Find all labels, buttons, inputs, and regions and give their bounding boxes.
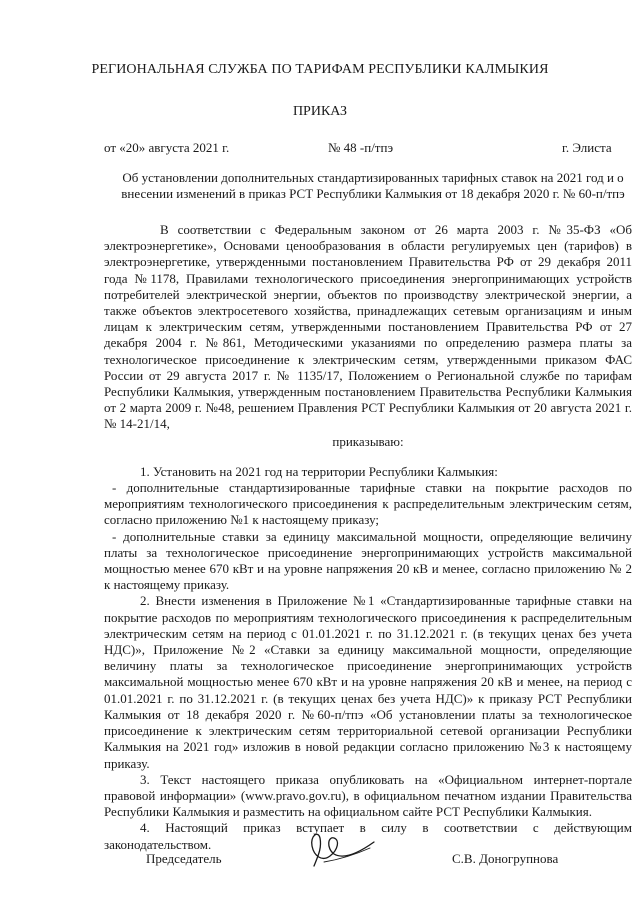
item-1: 1. Установить на 2021 год на территории Республики Калмыкия: — [140, 463, 498, 479]
document-title: ПРИКАЗ — [292, 104, 348, 119]
item-1a: - дополнительные стандартизированные тарифные ставки на покрытие расходов по мероприятиям технологического присоединения к распределительным электрическим сетям, согласно приложению №1 к настоящему приказу; — [104, 480, 632, 528]
order-subject: Об установлении дополнительных стандартизированных тарифных ставок на 2021 год и о внесении изменений в приказ РСТ Республики Калмыкия от 18 декабря 2020 г. № 60-п/тпэ — [121, 170, 625, 201]
signatory-name: С.В. Доногрупнова — [452, 851, 559, 866]
handwritten-signature — [300, 826, 380, 874]
item-1b: - дополнительные ставки за единицу максимальной мощности, определяющие величину платы за технологическое присоединение энергопринимающих устройств максимальной мощностью менее 670 кВт и на уровне напряжения 20 кВ и менее, согласно приложению № 2 к настоящему приказу. — [104, 528, 632, 593]
order-city: г. Элиста — [562, 140, 612, 155]
preamble-paragraph: В соответствии с Федеральным законом от 26 марта 2003 г. №35-ФЗ «Об электроэнергетике», Основами ценообразования в области регулируемых цен (тарифов) в электроэнергетике, утвержденными постановлением Правительства РФ от 29 декабря 2011 года №1178, Правилами технологического присоединения энергопринимающих устройств потребителей электрической энергии, объектов по производству электрической энергии, а также объектов электросетевого хозяйства, принадлежащих сетевым организациям и иным лицам к электрическим сетям, утвержденными постановлением Правительства РФ от 27 декабря 2004 г. №861, Методическими указаниями по определению размера платы за технологическое присоединение к электрическим сетям, утвержденными приказом ФАС России от 29 августа 2017 г. № 1135/17, Положением о Региональной службе по тарифам Республики Калмыкия, утвержденным постановлением Правительства Республики Калмыкия от 2 марта 2009 г. №48, решением Правления РСТ Республики Калмыкия от 20 августа 2021 г. № 14-21/14, — [104, 222, 632, 432]
order-body — [104, 222, 632, 853]
order-date: от «20» августа 2021 г. — [104, 140, 230, 155]
item-4: 4. Настоящий приказ вступает в силу в соответствии с действующим законодательством. — [104, 820, 632, 852]
item-2: 2. Внести изменения в Приложение №1 «Стандартизированные тарифные ставки на покрытие расходов по мероприятиям технологического присоединения к распределительным электрическим сетям на период с 01.01.2021 г. по 31.12.2021 г. (в текущих ценах без учета НДС)», Приложение №2 «Ставки за единицу максимальной мощности, определяющие величину платы за технологическое присоединение энергопринимающих устройств максимальной мощностью менее 670 кВт и на уровне напряжения 20 кВ и менее, на период с 01.01.2021 г. по 31.12.2021 г. (в текущих ценах без учета НДС)» к приказу РСТ Республики Калмыкия от 18 декабря 2020 г. №60-п/тпэ «Об установлении платы за технологическое присоединение к электрическим сетям территориальной сетевой организации Республики Калмыкия на 2021 год» изложив в новой редакции согласно приложению №3 к настоящему приказу. — [104, 593, 632, 771]
order-number: № 48 -п/тпэ — [328, 140, 394, 155]
order-word: приказываю: — [332, 433, 404, 449]
agency-name: РЕГИОНАЛЬНАЯ СЛУЖБА ПО ТАРИФАМ РЕСПУБЛИКИ КАЛМЫКИЯ — [91, 62, 549, 77]
signatory-position: Председатель — [146, 851, 222, 866]
item-3: 3. Текст настоящего приказа опубликовать на «Официальном интернет-портале правовой информации» (www.pravo.gov.ru), в официальном печатном издании Правительства Республики Калмыкия и разместить на официальном сайте РСТ Республики Калмыкия. — [104, 771, 632, 820]
